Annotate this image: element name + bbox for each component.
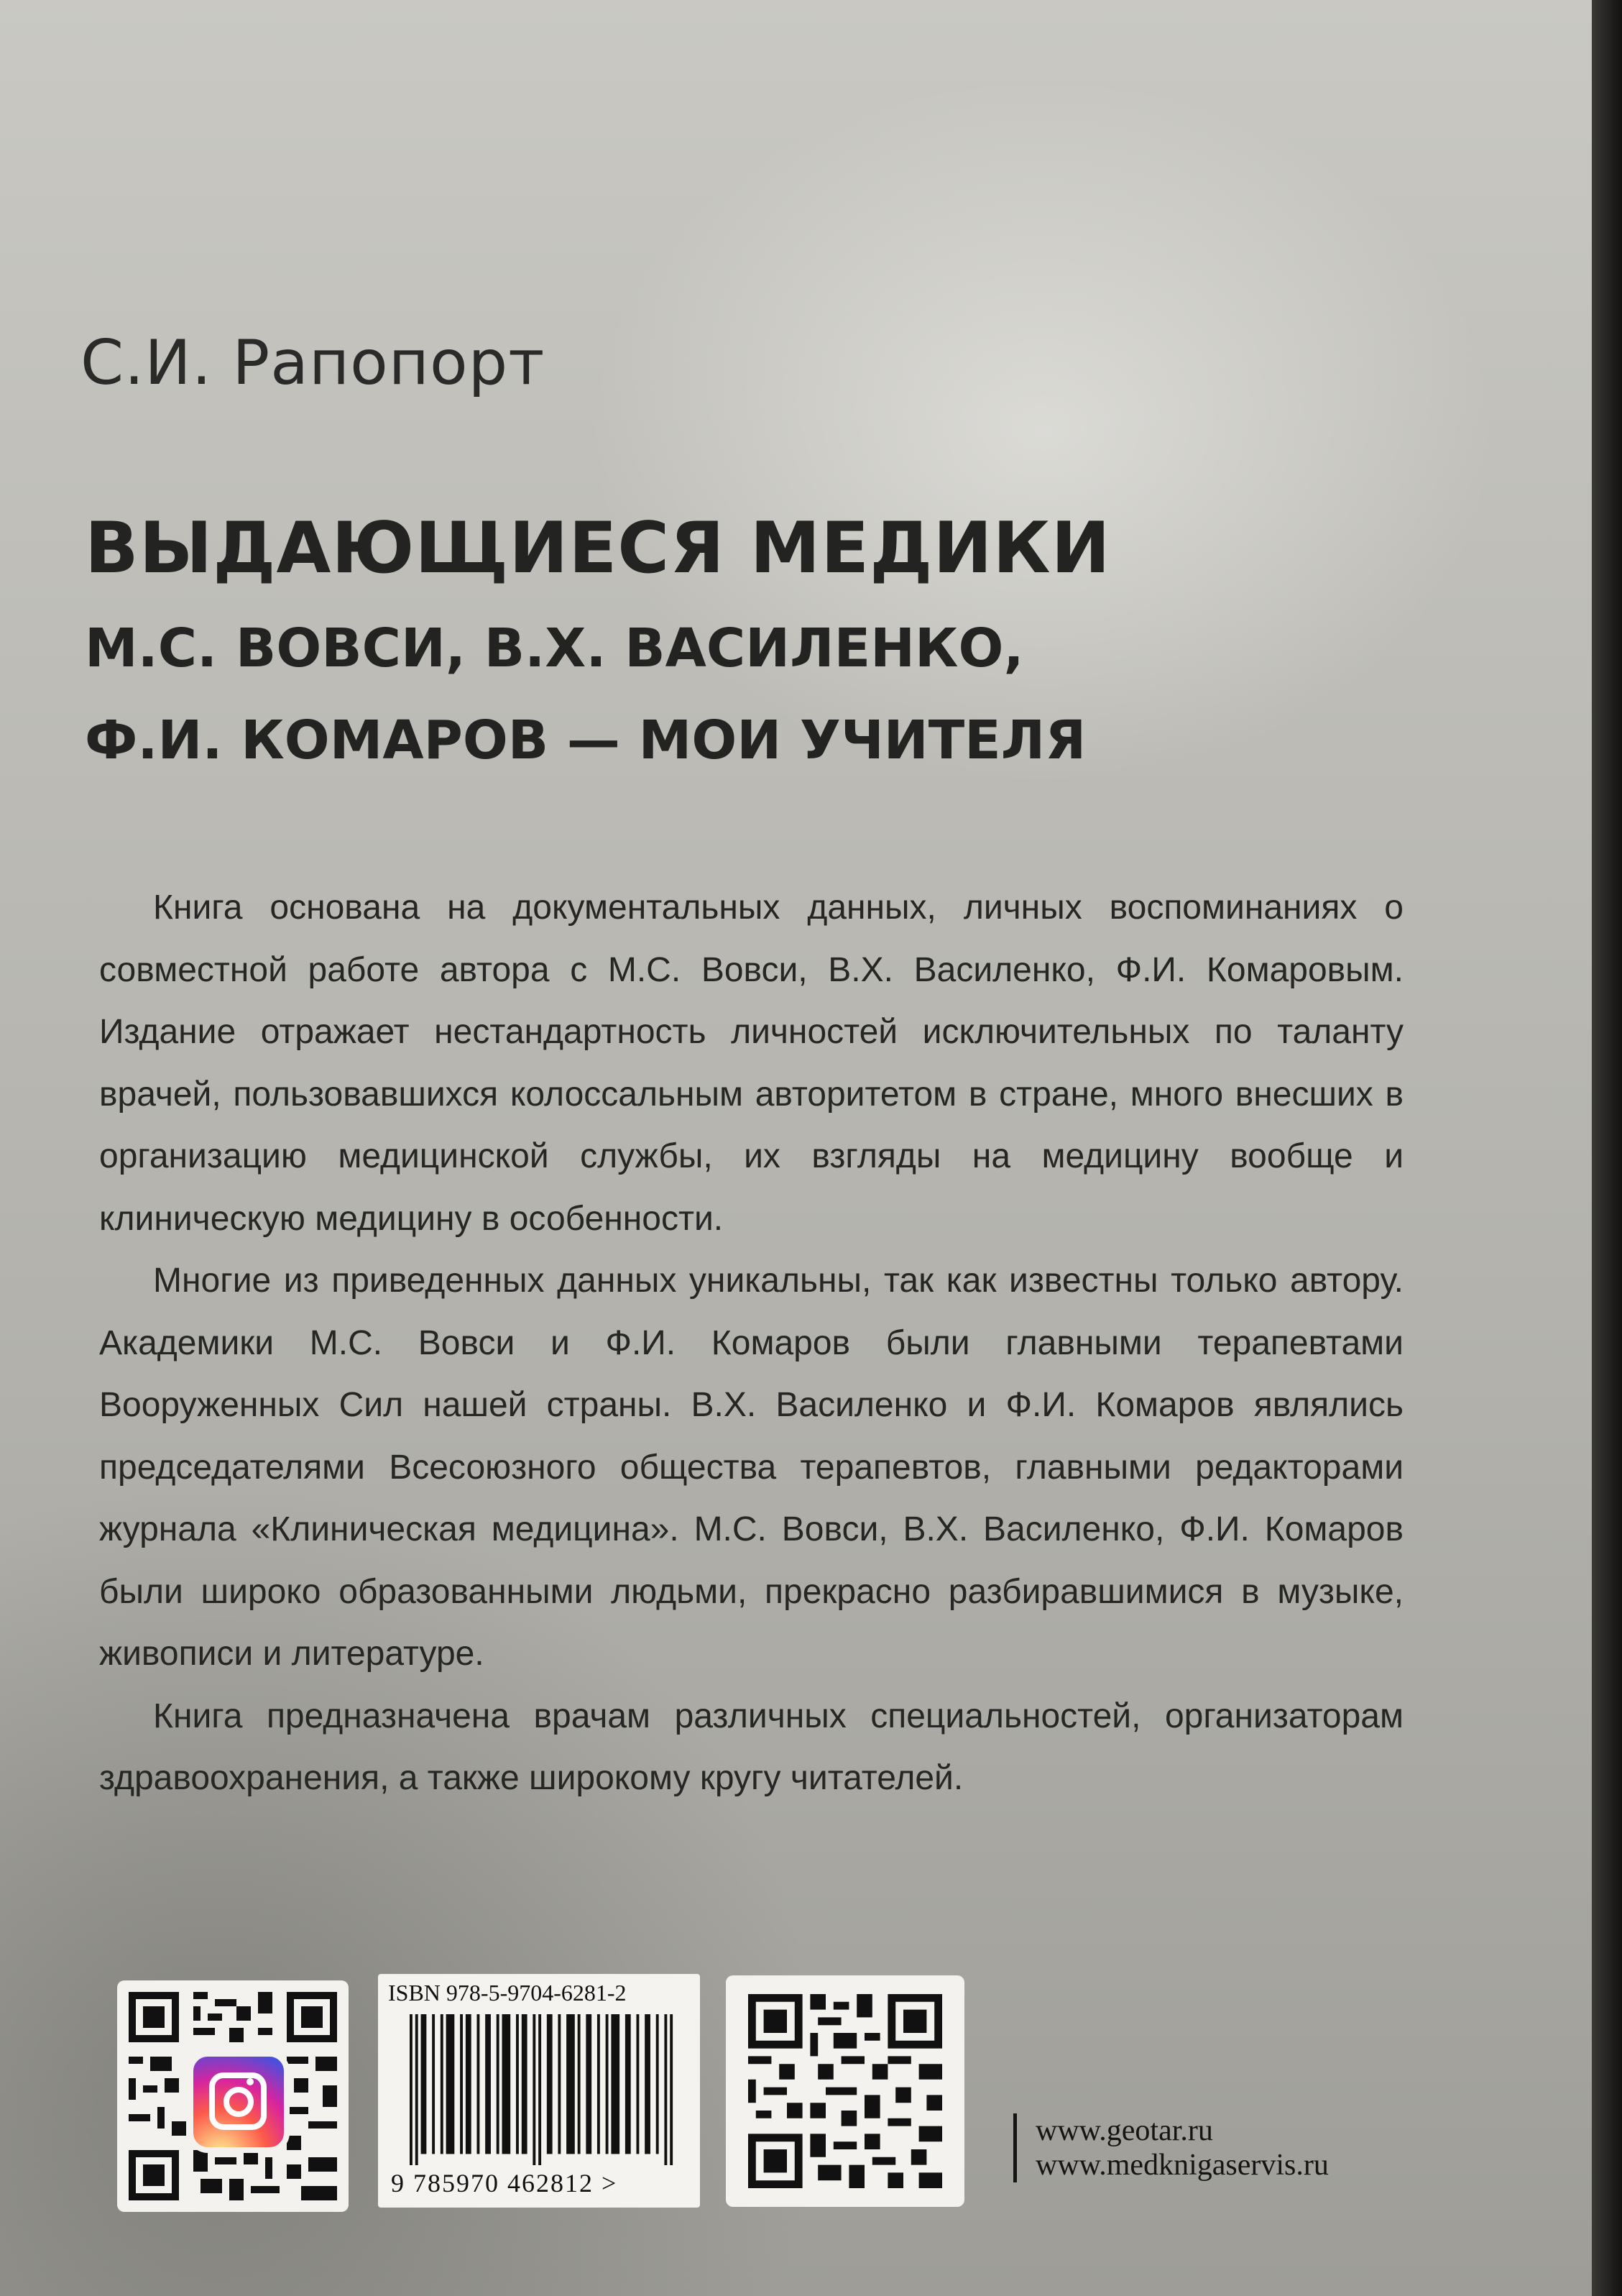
qr-code-publisher[interactable] <box>726 1975 964 2207</box>
book-edge <box>1592 0 1622 2296</box>
title-line-2: М.С. ВОВСИ, В.Х. ВАСИЛЕНКО, <box>85 617 1024 679</box>
barcode-icon <box>410 2014 676 2165</box>
isbn-label: ISBN 978-5-9704-6281-2 <box>388 1980 627 2006</box>
instagram-lens <box>224 2087 254 2117</box>
website-link-medknigaservis[interactable]: www.medknigaservis.ru <box>1036 2149 1329 2182</box>
isbn-barcode <box>378 1974 700 2208</box>
title-line-1: ВЫДАЮЩИЕСЯ МЕДИКИ <box>85 508 1111 589</box>
website-link-geotar[interactable]: www.geotar.ru <box>1036 2114 1213 2147</box>
book-title <box>85 495 1235 786</box>
qr-code-instagram[interactable] <box>117 1980 349 2212</box>
description-paragraph-2: Многие из приведенных данных уникальны, так как известны только автору. Академики М.С. Вовси и Ф.И. Комаров были главными терапевтами Вооруженных Сил нашей страны. В.Х. Василенко и Ф.И. Комаров являлись председателями Всесоюзного общества терапевтов, главными редакторами журнала «Клиническая медицина». М.С. Вовси, В.Х. Василенко, Ф.И. Комаров были широко образованными людьми, прекрасно разбиравшимися в музыке, живописи и литературе. <box>99 1262 1404 1673</box>
title-line-3: Ф.И. КОМАРОВ — МОИ УЧИТЕЛЯ <box>85 710 1087 771</box>
description-paragraph-3: Книга предназначена врачам различных специальностей, организаторам здравоохранения, а также широкому кругу читателей. <box>99 1696 1404 1797</box>
instagram-icon <box>188 2051 290 2153</box>
author-name: С.И. Рапопорт <box>80 327 545 399</box>
qr-code-icon <box>748 1994 942 2188</box>
description-paragraph-1: Книга основана на документальных данных, личных воспоминаниях о совместной работе автора с М.С. Вовси, В.Х. Василенко, Ф.И. Комаровым. Издание отражает нестандартность личностей исключительных по таланту врачей, пользовавшихся колоссальным авторитетом в стране, много внесших в организацию медицинской службы, их взгляды на медицину вообще и клиническую медицину в особенности. <box>99 888 1404 1238</box>
instagram-dot <box>246 2078 254 2085</box>
barcode-digits: 9 785970 462812 > <box>391 2169 618 2198</box>
book-description <box>99 877 1404 1810</box>
publisher-websites <box>1013 2113 1329 2182</box>
